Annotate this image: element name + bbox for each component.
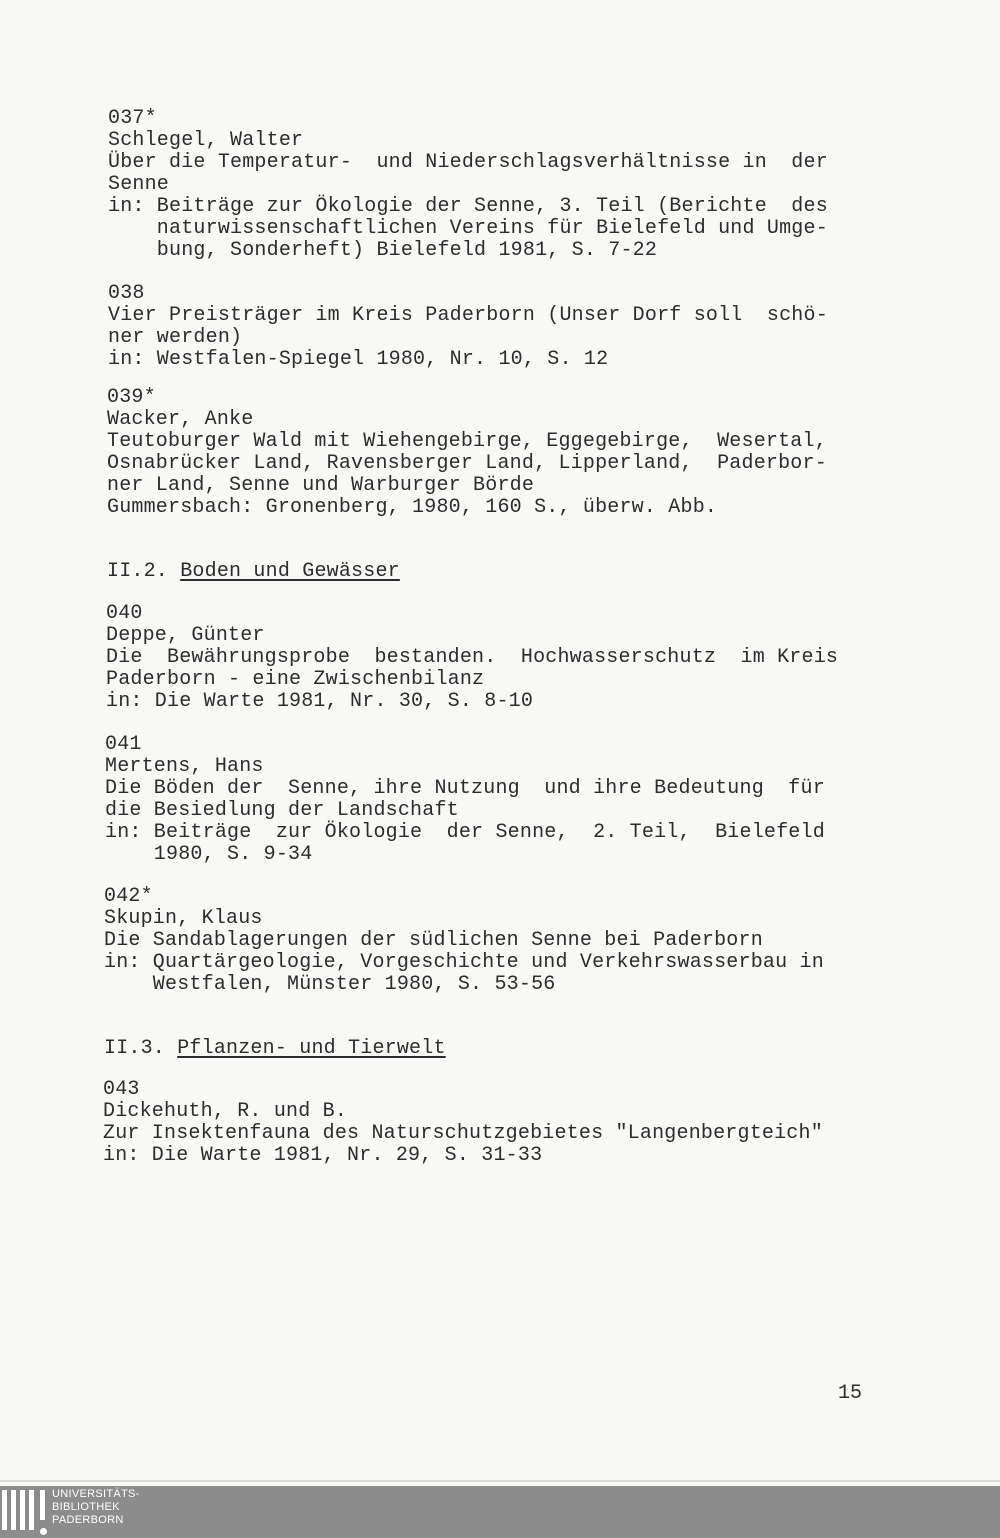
- entry-title: Vier Preisträger im Kreis Paderborn (Unser Dorf soll schö-: [108, 304, 828, 327]
- entry-source: in: Die Warte 1981, Nr. 30, S. 8-10: [106, 690, 534, 713]
- entry-source: in: Die Warte 1981, Nr. 29, S. 31-33: [103, 1144, 543, 1167]
- section-prefix: II.3.: [104, 1037, 178, 1060]
- entry-title-cont: ner werden): [108, 326, 243, 349]
- entry-title-cont: ner Land, Senne und Warburger Börde: [107, 474, 535, 497]
- section-heading-text: [107, 561, 400, 583]
- entry-number: 040: [106, 602, 143, 625]
- entry-number: 042*: [104, 885, 153, 908]
- section-title: Boden und Gewässer: [180, 560, 400, 583]
- entry-source: in: Quartärgeologie, Vorgeschichte und Verkehrswasserbau in: [104, 951, 824, 974]
- entry-number: 043: [103, 1078, 140, 1101]
- entry-author: Mertens, Hans: [105, 755, 264, 778]
- entry-number: 038: [108, 282, 145, 305]
- entry-number: 041: [105, 733, 142, 756]
- entry-source: in: Beiträge zur Ökologie der Senne, 2. Teil, Bielefeld: [105, 821, 825, 844]
- library-footer: [0, 1486, 1000, 1538]
- entry-source-cont: 1980, S. 9-34: [105, 843, 313, 866]
- entry-author: Wacker, Anke: [107, 408, 254, 431]
- entry-author: Skupin, Klaus: [104, 907, 263, 930]
- entry-title: Die Sandablagerungen der südlichen Senne bei Paderborn: [104, 929, 763, 952]
- page-edge: [0, 1480, 1000, 1482]
- entry-source: in: Westfalen-Spiegel 1980, Nr. 10, S. 12: [108, 348, 609, 371]
- page-number: 15: [838, 1382, 863, 1405]
- logo-line: UNIVERSITÄTS-: [52, 1488, 140, 1500]
- entry-source-cont: Westfalen, Münster 1980, S. 53-56: [104, 973, 556, 996]
- entry-source-cont: bung, Sonderheft) Bielefeld 1981, S. 7-22: [108, 239, 658, 262]
- entry-source: Gummersbach: Gronenberg, 1980, 160 S., überw. Abb.: [107, 496, 718, 519]
- section-prefix: II.2.: [107, 560, 181, 583]
- logo-line: PADERBORN: [52, 1514, 124, 1526]
- entry-title-cont: Paderborn - eine Zwischenbilanz: [106, 668, 485, 691]
- library-logo-icon: [2, 1490, 48, 1534]
- entry-title: Zur Insektenfauna des Naturschutzgebietes "Langenbergteich": [103, 1122, 823, 1145]
- entry-source-cont: naturwissenschaftlichen Vereins für Bielefeld und Umge-: [108, 217, 828, 240]
- entry-title: Die Bewährungsprobe bestanden. Hochwasserschutz im Kreis: [106, 646, 839, 669]
- entry-author: Schlegel, Walter: [108, 129, 304, 152]
- entry-author: Dickehuth, R. und B.: [103, 1100, 348, 1123]
- entry-title: Teutoburger Wald mit Wiehengebirge, Eggegebirge, Wesertal,: [107, 430, 827, 453]
- entry-author: Deppe, Günter: [106, 624, 265, 647]
- entry-title-cont: die Besiedlung der Landschaft: [105, 799, 459, 822]
- entry-number: 039*: [107, 386, 156, 409]
- library-logo: [0, 1486, 200, 1538]
- entry-title-cont: Senne: [108, 173, 170, 196]
- section-title: Pflanzen- und Tierwelt: [177, 1037, 446, 1060]
- library-logo-text: [52, 1488, 140, 1527]
- entry-source: in: Beiträge zur Ökologie der Senne, 3. Teil (Berichte des: [108, 195, 828, 218]
- logo-line: BIBLIOTHEK: [52, 1501, 120, 1513]
- entry-title: Die Böden der Senne, ihre Nutzung und ihre Bedeutung für: [105, 777, 825, 800]
- entry-number: 037*: [108, 107, 157, 130]
- entry-title-cont: Osnabrücker Land, Ravensberger Land, Lipperland, Paderbor-: [107, 452, 827, 475]
- entry-title: Über die Temperatur- und Niederschlagsverhältnisse in der: [108, 151, 828, 174]
- section-heading-text: [104, 1038, 446, 1060]
